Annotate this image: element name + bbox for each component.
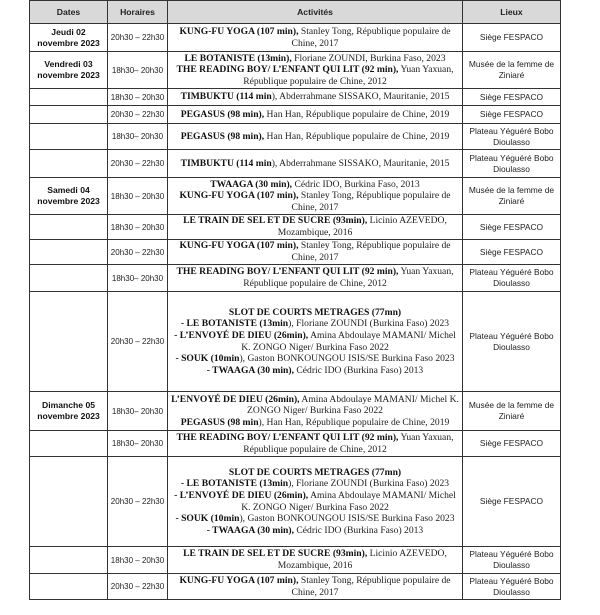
venue-cell: Plateau Yéguéré Bobo Dioulasso: [463, 150, 561, 178]
film-title: - TWAAGA (30 min),: [206, 524, 294, 536]
table-row: [30, 52, 561, 89]
film-details: ), Gaston BONKOUNGOU ISIS/SE Burkina Faso 2023: [239, 513, 455, 525]
film-details: Yuan Yaxuan, République populaire de Chine, 2012: [243, 266, 454, 289]
header-activites: Activités: [168, 1, 463, 24]
film-entry: [170, 179, 460, 191]
date-text: Vendredi 03: [44, 59, 93, 69]
film-details: Cédric IDO, Burkina Faso, 2013: [292, 178, 420, 190]
venue-cell: Plateau Yéguéré Bobo Dioulasso: [463, 292, 561, 392]
date-text: novembre 2023: [37, 411, 100, 421]
film-title: TWAAGA (30 min),: [210, 178, 293, 190]
film-entry: [170, 525, 460, 537]
film-details: Floriane ZOUNDI, Burkina Faso, 2023: [291, 52, 446, 64]
venue-cell: Musée de la femme de Ziniaré: [463, 178, 561, 215]
film-details: Yuan Yaxuan, République populaire de Chine, 2012: [243, 64, 454, 87]
time-cell: 18h30 – 20h30: [108, 89, 168, 106]
activity-cell: [168, 457, 463, 547]
film-entry: [170, 190, 460, 213]
table-row: [30, 89, 561, 106]
film-entry: [170, 266, 460, 289]
table-row: [30, 124, 561, 150]
film-details: Amina Abdoulaye MAMANI/ Michel K. ZONGO Niger/ Burkina Faso 2022: [241, 489, 456, 513]
film-title: PEGASUS (98 min: [180, 416, 259, 428]
film-title: - LE BOTANISTE (13min: [180, 478, 289, 490]
activity-cell: [168, 150, 463, 178]
venue-cell: Musée de la femme de Ziniaré: [463, 392, 561, 431]
film-details: Amina Abdoulaye MAMANI/ Michel K. ZONGO Niger/ Burkina Faso 2022: [247, 393, 459, 417]
date-cell: [30, 574, 108, 600]
header-horaires: Horaires: [108, 1, 168, 24]
venue-cell: Siège FESPACO: [463, 215, 561, 240]
film-entry: [170, 53, 460, 65]
film-entry: [170, 432, 460, 455]
activity-cell: [168, 106, 463, 124]
time-cell: 20h30 – 22h30: [108, 292, 168, 392]
film-title: KUNG-FU YOGA (107 min),: [179, 25, 299, 37]
date-text: Samedi 04: [47, 185, 90, 195]
film-details: Han Han, République populaire de Chine, 2019: [264, 108, 450, 120]
table-row: [30, 392, 561, 431]
table-row: [30, 178, 561, 215]
film-details: ), Floriane ZOUNDI (Burkina Faso) 2023: [288, 318, 450, 330]
film-title: KUNG-FU YOGA (107 min),: [179, 240, 299, 252]
film-title: KUNG-FU YOGA (107 min),: [179, 574, 299, 586]
venue-cell: Siège FESPACO: [463, 431, 561, 457]
venue-cell: Plateau Yéguéré Bobo Dioulasso: [463, 547, 561, 574]
date-cell: [30, 547, 108, 574]
table-row: [30, 240, 561, 265]
film-entry: [170, 215, 460, 238]
table-row: [30, 292, 561, 392]
film-details: Stanley Tong, République populaire de Chine, 2017: [291, 190, 451, 213]
venue-cell: Plateau Yéguéré Bobo Dioulasso: [463, 265, 561, 292]
date-cell: [30, 124, 108, 150]
film-details: ), Floriane ZOUNDI (Burkina Faso) 2023: [288, 478, 450, 490]
table-row: [30, 150, 561, 178]
date-cell: [30, 52, 108, 89]
film-entry: [170, 26, 460, 49]
film-entry: [170, 158, 460, 170]
table-row: [30, 431, 561, 457]
activity-cell: [168, 52, 463, 89]
film-title: LE TRAIN DE SEL ET DE SUCRE (93min),: [183, 215, 368, 227]
film-title: L’ENVOYÉ DE DIEU (26min),: [171, 393, 300, 405]
film-title: - L’ENVOYÉ DE DIEU (26min),: [174, 489, 309, 501]
film-entry: [170, 548, 460, 571]
activity-cell: [168, 124, 463, 150]
header-lieux: Lieux: [463, 1, 561, 24]
activity-cell: [168, 431, 463, 457]
venue-cell: Siège FESPACO: [463, 89, 561, 106]
film-entry: [170, 131, 460, 143]
schedule-body: [30, 24, 561, 600]
film-entry: [170, 394, 460, 417]
film-entry: [170, 318, 460, 330]
venue-cell: Siège FESPACO: [463, 240, 561, 265]
venue-cell: Plateau Yéguéré Bobo Dioulasso: [463, 574, 561, 600]
film-entry: [170, 353, 460, 365]
time-cell: 20h30 – 22h30: [108, 106, 168, 124]
activity-cell: [168, 24, 463, 52]
date-text: Dimanche 05: [41, 400, 96, 410]
date-text: Jeudi 02: [51, 26, 86, 37]
film-entry: [170, 467, 460, 479]
film-details: Cédric IDO (Burkina Faso) 2013: [294, 524, 424, 536]
film-title: - LE BOTANISTE (13min: [180, 318, 289, 330]
film-title: TIMBUKTU (114 min: [180, 91, 272, 103]
film-title: KUNG-FU YOGA (107 min),: [179, 190, 299, 202]
film-title: TIMBUKTU (114 min: [180, 157, 272, 169]
activity-cell: [168, 292, 463, 392]
activity-cell: [168, 89, 463, 106]
film-title: THE READING BOY/ L’ENFANT QUI LIT (92 min),: [176, 431, 399, 443]
film-title: - L’ENVOYÉ DE DIEU (26min),: [174, 329, 309, 341]
time-cell: 18h30 – 20h30: [108, 178, 168, 215]
schedule-table: [29, 0, 561, 600]
header-row: [30, 1, 561, 24]
table-row: [30, 24, 561, 52]
time-cell: 18h30– 20h30: [108, 124, 168, 150]
film-title: - SOUK (10min: [175, 513, 240, 525]
film-entry: [170, 365, 460, 377]
film-details: Licinio AZEVEDO, Mozambique, 2016: [277, 215, 447, 238]
time-cell: 20h30 – 22h30: [108, 240, 168, 265]
date-text: novembre 2023: [37, 37, 100, 48]
film-details: Stanley Tong, République populaire de Chine, 2017: [291, 240, 451, 263]
table-row: [30, 457, 561, 547]
film-title: PEGASUS (98 min),: [180, 108, 265, 120]
time-cell: 18h30– 20h30: [108, 265, 168, 292]
date-cell: [30, 265, 108, 292]
time-cell: 18h30– 20h30: [108, 431, 168, 457]
film-entry: [170, 330, 460, 353]
date-cell: [30, 431, 108, 457]
time-cell: 20h30 – 22h30: [108, 457, 168, 547]
activity-cell: [168, 392, 463, 431]
date-cell: [30, 215, 108, 240]
film-title: THE READING BOY/ L’ENFANT QUI LIT (92 min),: [176, 64, 399, 76]
film-title: LE TRAIN DE SEL ET DE SUCRE (93min),: [183, 548, 368, 560]
date-cell: [30, 292, 108, 392]
film-title: SLOT DE COURTS METRAGES (77mn): [228, 466, 402, 478]
time-cell: 20h30 – 22h30: [108, 150, 168, 178]
film-entry: [170, 478, 460, 490]
date-text: novembre 2023: [37, 70, 100, 80]
date-cell: [30, 240, 108, 265]
date-cell: [30, 457, 108, 547]
film-entry: [170, 64, 460, 87]
venue-cell: Siège FESPACO: [463, 457, 561, 547]
film-entry: [170, 307, 460, 319]
film-title: SLOT DE COURTS METRAGES (77mn): [228, 306, 402, 318]
film-title: LE BOTANISTE (13min),: [184, 52, 292, 64]
film-details: Amina Abdoulaye MAMANI/ Michel K. ZONGO Niger/ Burkina Faso 2022: [241, 329, 456, 353]
activity-cell: [168, 178, 463, 215]
film-entry: [170, 417, 460, 429]
time-cell: 18h30 – 20h30: [108, 547, 168, 574]
table-row: [30, 265, 561, 292]
venue-cell: Siège FESPACO: [463, 24, 561, 52]
film-details: Han Han, République populaire de Chine, 2019: [264, 130, 450, 142]
time-cell: 18h30– 20h30: [108, 392, 168, 431]
table-row: [30, 547, 561, 574]
venue-cell: Siège FESPACO: [463, 106, 561, 124]
date-cell: [30, 89, 108, 106]
activity-cell: [168, 240, 463, 265]
date-text: novembre 2023: [37, 196, 100, 206]
film-entry: [170, 490, 460, 513]
activity-cell: [168, 547, 463, 574]
film-title: PEGASUS (98 min),: [180, 130, 265, 142]
time-cell: 18h30 – 20h30: [108, 215, 168, 240]
time-cell: 18h30– 20h30: [108, 52, 168, 89]
date-cell: [30, 392, 108, 431]
table-row: [30, 215, 561, 240]
venue-cell: Musée de la femme de Ziniaré: [463, 52, 561, 89]
film-entry: [170, 109, 460, 121]
activity-cell: [168, 574, 463, 600]
film-entry: [170, 91, 460, 103]
header-dates: Dates: [30, 1, 108, 24]
film-details: Licinio AZEVEDO, Mozambique, 2016: [277, 548, 447, 571]
time-cell: 20h30 – 22h30: [108, 574, 168, 600]
table-row: [30, 106, 561, 124]
date-cell: [30, 106, 108, 124]
film-details: ), Han Han, République populaire de Chine, 2019: [258, 416, 450, 428]
film-details: ), Abderrahmane SISSAKO, Mauritanie, 2015: [271, 91, 450, 103]
film-title: - SOUK (10min: [175, 353, 240, 365]
film-details: ), Gaston BONKOUNGOU ISIS/SE Burkina Faso 2023: [239, 353, 455, 365]
date-cell: [30, 24, 108, 52]
film-details: ), Abderrahmane SISSAKO, Mauritanie, 2015: [271, 157, 450, 169]
activity-cell: [168, 215, 463, 240]
time-cell: 20h30 – 22h30: [108, 24, 168, 52]
film-details: Stanley Tong, République populaire de Chine, 2017: [291, 25, 451, 49]
venue-cell: Plateau Yéguéré Bobo Dioulasso: [463, 124, 561, 150]
activity-cell: [168, 265, 463, 292]
film-title: THE READING BOY/ L’ENFANT QUI LIT (92 min),: [176, 266, 399, 278]
film-title: - TWAAGA (30 min),: [206, 364, 294, 376]
film-entry: [170, 575, 460, 598]
film-entry: [170, 240, 460, 263]
date-cell: [30, 150, 108, 178]
date-cell: [30, 178, 108, 215]
film-details: Yuan Yaxuan, République populaire de Chine, 2012: [243, 431, 454, 455]
film-details: Stanley Tong, République populaire de Chine, 2017: [291, 574, 451, 598]
film-entry: [170, 513, 460, 525]
film-details: Cédric IDO (Burkina Faso) 2013: [294, 364, 424, 376]
table-row: [30, 574, 561, 600]
